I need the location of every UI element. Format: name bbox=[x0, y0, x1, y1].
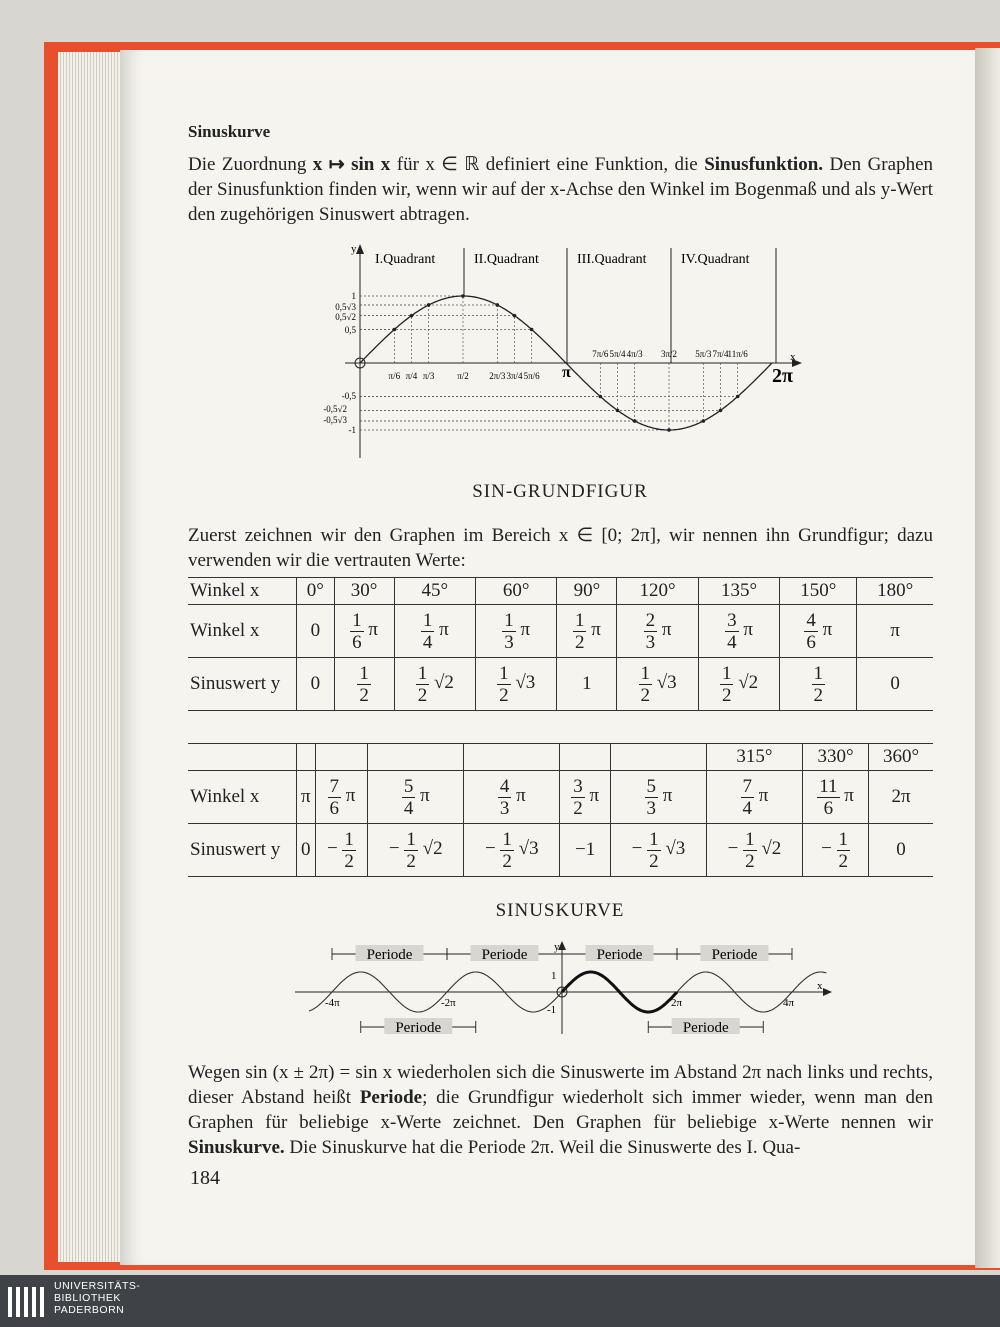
library-name: UNIVERSITÄTS- BIBLIOTHEK PADERBORN bbox=[54, 1280, 141, 1316]
x-label-4pi: 4π bbox=[783, 997, 795, 1009]
sine-value-cell: 0 bbox=[297, 658, 335, 711]
radian-cell: 2π bbox=[891, 786, 911, 807]
fig1-point bbox=[702, 419, 706, 423]
fig1-point bbox=[530, 328, 534, 332]
fig1-point bbox=[736, 395, 740, 399]
two-pi-label: 2π bbox=[772, 365, 793, 387]
degree-cell: 45° bbox=[394, 578, 475, 605]
fig1-x-tick-label: 7π/4 bbox=[712, 349, 729, 359]
sine-periodic-figure bbox=[295, 936, 840, 1041]
sine-value-cell: $\frac{1}{2}$ √3 bbox=[476, 658, 557, 711]
radian-cell: π bbox=[890, 620, 900, 641]
sine-value-cell: − $\frac{1}{2}$ √3 bbox=[464, 824, 560, 877]
period-label: Periode bbox=[596, 947, 643, 963]
period-label: Periode bbox=[711, 947, 758, 963]
radian-cell: $\frac{1}{2}$ π bbox=[557, 605, 617, 658]
radian-cell: $\frac{7}{4}$ π bbox=[706, 771, 802, 824]
quadrant-label-3: III.Quadrant bbox=[577, 252, 647, 267]
degree-cell bbox=[610, 744, 706, 771]
fig2-y-label: y bbox=[554, 941, 560, 953]
fig1-point bbox=[393, 328, 397, 332]
y-tick-neg-1: -1 bbox=[348, 425, 356, 435]
period-label: Periode bbox=[395, 1020, 442, 1036]
row-label bbox=[188, 744, 297, 771]
table-row bbox=[188, 605, 933, 658]
radian-cell: $\frac{11}{6}$ π bbox=[802, 771, 868, 824]
degree-cell bbox=[560, 744, 611, 771]
values-table-first-half bbox=[188, 577, 933, 711]
degree-cell: 180° bbox=[877, 580, 914, 601]
table-row bbox=[188, 771, 933, 824]
degree-cell bbox=[315, 744, 368, 771]
fig1-point bbox=[633, 419, 637, 423]
quadrant-label-2: II.Quadrant bbox=[474, 252, 539, 267]
fig1-point bbox=[667, 428, 671, 432]
sine-value-cell: 0 bbox=[890, 673, 900, 694]
degree-cell: 330° bbox=[802, 744, 868, 771]
row-label: Sinuswert y bbox=[188, 658, 297, 711]
sine-value-cell: −1 bbox=[560, 824, 611, 877]
sine-value-cell: $\frac{1}{2}$ √2 bbox=[394, 658, 475, 711]
radian-cell: $\frac{5}{4}$ π bbox=[368, 771, 464, 824]
fig1-x-tick-label: 3π/2 bbox=[660, 349, 678, 359]
degree-cell: 315° bbox=[706, 744, 802, 771]
radian-cell: π bbox=[297, 771, 316, 824]
fig1-point bbox=[513, 314, 517, 318]
table-row bbox=[188, 824, 933, 877]
degree-cell bbox=[368, 744, 464, 771]
fig1-point bbox=[410, 314, 414, 318]
intro-paragraph: Die Zuordnung x ↦ sin x für x ∈ ℝ definiert eine Funktion, die Sinusfunktion. Den Graphen der Sinusfunktion finden wir, wenn wir auf der x-Achse den Winkel im Bogenmaß und als y-Wert den zugehörigen Sinuswert abtragen. bbox=[188, 154, 934, 225]
fig1-point bbox=[427, 303, 431, 307]
fig1-point bbox=[599, 395, 603, 399]
fig1-y-arrow bbox=[356, 244, 364, 254]
fig1-x-tick-label: 5π/3 bbox=[695, 349, 712, 359]
fig1-x-tick-label: 7π/6 bbox=[592, 349, 609, 359]
fig2-x-label: x bbox=[817, 980, 823, 992]
sine-value-cell: 0 bbox=[297, 824, 316, 877]
degree-cell bbox=[297, 744, 316, 771]
fig1-x-tick-label: 5π/4 bbox=[609, 349, 626, 359]
fig1-point bbox=[719, 409, 723, 413]
degree-cell: 90° bbox=[557, 578, 617, 605]
fig1-y-label: y bbox=[351, 243, 357, 255]
sine-value-cell: 0 bbox=[896, 839, 906, 860]
row-label: Winkel x bbox=[188, 578, 297, 605]
y-tick-neg-half: -0,5 bbox=[341, 391, 356, 401]
fig1-x-label: x bbox=[790, 351, 796, 363]
fig2-x-arrow bbox=[823, 988, 832, 996]
degree-cell: 30° bbox=[334, 578, 394, 605]
table-row bbox=[188, 658, 933, 711]
library-logo-icon bbox=[8, 1283, 50, 1319]
radian-cell: $\frac{5}{3}$ π bbox=[610, 771, 706, 824]
degree-cell: 120° bbox=[617, 578, 698, 605]
section-heading: Sinuskurve bbox=[188, 122, 271, 141]
fig1-x-tick-label: π/2 bbox=[457, 371, 469, 381]
fig1-x-tick-label: 3π/4 bbox=[506, 371, 523, 381]
y-label-1: 1 bbox=[551, 970, 557, 982]
fig1-point bbox=[616, 409, 620, 413]
sine-value-cell: − $\frac{1}{2}$ √3 bbox=[610, 824, 706, 877]
y-tick-1: 1 bbox=[351, 291, 356, 301]
y-tick-half: 0,5 bbox=[344, 325, 356, 335]
radian-cell: $\frac{4}{3}$ π bbox=[464, 771, 560, 824]
radian-cell: $\frac{2}{3}$ π bbox=[617, 605, 698, 658]
fig1-x-tick-label: π/4 bbox=[405, 371, 418, 381]
caption-grundfigur: SIN-GRUNDFIGUR bbox=[472, 481, 648, 502]
fig1-point bbox=[461, 294, 465, 298]
sine-basic-figure bbox=[300, 238, 820, 463]
degree-cell: 150° bbox=[780, 578, 857, 605]
period-label: Periode bbox=[481, 947, 528, 963]
radian-cell: 0 bbox=[297, 605, 335, 658]
y-tick-neg-half-sqrt3: -0,5√3 bbox=[323, 415, 347, 425]
degree-cell: 0° bbox=[297, 578, 335, 605]
facing-page-edge bbox=[975, 48, 1000, 1268]
sine-value-cell: − $\frac{1}{2}$ bbox=[315, 824, 368, 877]
radian-cell: $\frac{4}{6}$ π bbox=[780, 605, 857, 658]
fig1-x-tick-label: π/3 bbox=[422, 371, 435, 381]
fig1-x-tick-label: π/6 bbox=[388, 371, 401, 381]
sine-value-cell: − $\frac{1}{2}$ √2 bbox=[706, 824, 802, 877]
radian-cell: $\frac{3}{2}$ π bbox=[560, 771, 611, 824]
fig1-x-tick-label: 5π/6 bbox=[523, 371, 540, 381]
table-row bbox=[188, 744, 933, 771]
table-intro-paragraph: Zuerst zeichnen wir den Graphen im Bereich x ∈ [0; 2π], wir nennen ihn Grundfigur; dazu verwenden wir die vertrauten Werte: bbox=[188, 525, 933, 571]
radian-cell: $\frac{3}{4}$ π bbox=[698, 605, 779, 658]
row-label: Sinuswert y bbox=[188, 824, 297, 877]
sine-value-cell: $\frac{1}{2}$ √3 bbox=[617, 658, 698, 711]
row-label: Winkel x bbox=[188, 771, 297, 824]
period-label: Periode bbox=[366, 947, 413, 963]
radian-cell: $\frac{1}{3}$ π bbox=[476, 605, 557, 658]
radian-cell: $\frac{1}{4}$ π bbox=[394, 605, 475, 658]
sine-value-cell: $\frac{1}{2}$ √2 bbox=[698, 658, 779, 711]
values-table-second-half bbox=[188, 743, 933, 877]
sine-value-cell: − $\frac{1}{2}$ √2 bbox=[368, 824, 464, 877]
fig1-point bbox=[496, 303, 500, 307]
fig1-x-tick-label: 11π/6 bbox=[727, 349, 748, 359]
fig1-x-tick-label: 4π/3 bbox=[626, 349, 643, 359]
quadrant-label-1: I.Quadrant bbox=[375, 252, 436, 267]
library-footer bbox=[0, 1275, 1000, 1327]
page-number: 184 bbox=[190, 1167, 220, 1189]
fig1-x-tick-label: 2π/3 bbox=[489, 371, 506, 381]
y-tick-half-sqrt3: 0,5√3 bbox=[335, 302, 356, 312]
table-row bbox=[188, 578, 933, 605]
y-tick-half-sqrt2: 0,5√2 bbox=[335, 312, 356, 322]
period-label: Periode bbox=[682, 1020, 729, 1036]
degree-cell: 60° bbox=[476, 578, 557, 605]
sine-value-cell: $\frac{1}{2}$ bbox=[780, 658, 857, 711]
y-label-neg1: -1 bbox=[547, 1004, 557, 1016]
radian-cell: $\frac{1}{6}$ π bbox=[334, 605, 394, 658]
radian-cell: $\frac{7}{6}$ π bbox=[315, 771, 368, 824]
sine-value-cell: $\frac{1}{2}$ bbox=[334, 658, 394, 711]
sine-value-cell: 1 bbox=[557, 658, 617, 711]
caption-sinuskurve: SINUSKURVE bbox=[495, 900, 625, 921]
degree-cell: 360° bbox=[883, 746, 920, 767]
period-paragraph: Wegen sin (x ± 2π) = sin x wiederholen sich die Sinuswerte im Abstand 2π nach links und rechts, dieser Abstand heißt Periode; die Grundfigur wiederholt sich immer wieder, wenn man den Graphen für beliebige x-Werte zeichnet. Den Graphen für beliebige x-Werte nennen wir Sinuskurve. Die Sinuskurve hat die Periode 2π. Weil die Sinuswerte des I. Qua- bbox=[188, 1062, 933, 1158]
quadrant-label-4: IV.Quadrant bbox=[681, 252, 750, 267]
x-label-2pi: 2π bbox=[671, 997, 683, 1009]
degree-cell bbox=[464, 744, 560, 771]
y-tick-neg-half-sqrt2: -0,5√2 bbox=[323, 404, 347, 414]
sine-value-cell: − $\frac{1}{2}$ bbox=[802, 824, 868, 877]
x-label-neg4pi: -4π bbox=[325, 997, 340, 1009]
x-label-neg2pi: -2π bbox=[441, 997, 456, 1009]
row-label: Winkel x bbox=[188, 605, 297, 658]
pi-label: π bbox=[562, 364, 571, 381]
degree-cell: 135° bbox=[698, 578, 779, 605]
